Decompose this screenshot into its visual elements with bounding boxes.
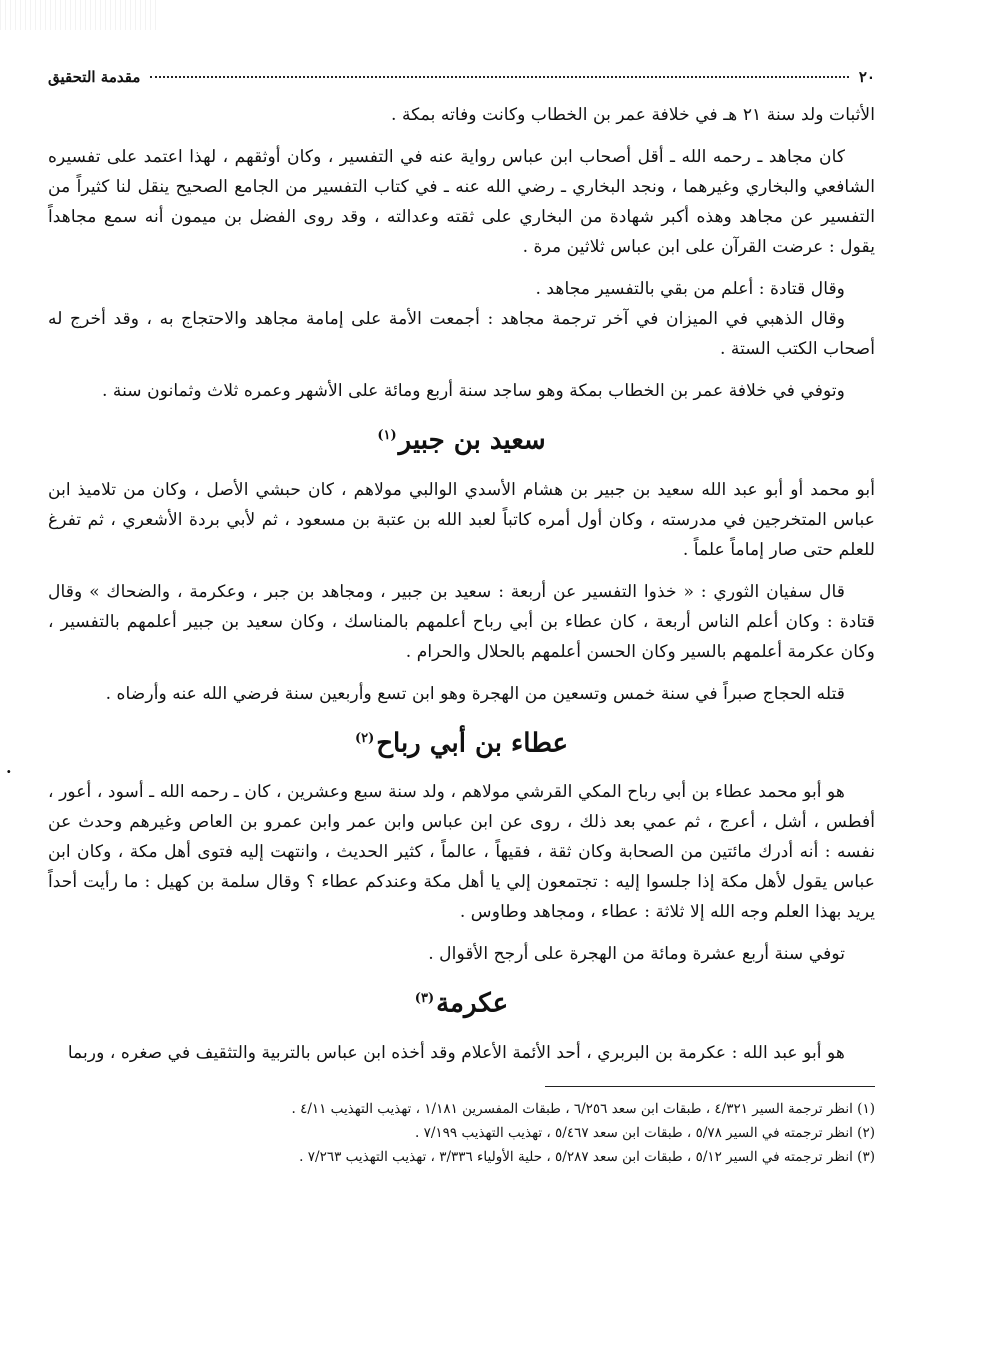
header-leader-dots (150, 76, 849, 78)
body-text (48, 100, 875, 1068)
paragraph: هو أبو محمد عطاء بن أبي رباح المكي القرشي مولاهم ، ولد سنة سبع وعشرين ، كان ـ رحمه الله ـ أسود ، أعور ، أفطس ، أشل ، أعرج ، ثم عمي بعد ذلك ، روى عن ابن عباس وابن عمر وابن عمرو بن العاص وغيرهم وحدث عن نفسه : أنه أدرك مائتين من الصحابة وكان ثقة ، فقيهاً ، عالماً ، كثير الحديث ، وانتهت إليه فتوى أهل مكة ، وكان ابن عباس يقول لأهل مكة إذا جلسوا إليه : تجتمعون إلي يا أهل مكة وعندكم عطاء ؟ وقال سلمة بن كهيل : ما رأيت أحداً يريد بهذا العلم وجه الله إلا ثلاثة : عطاء ، ومجاهد وطاوس . (48, 782, 875, 923)
book-page (48, 62, 875, 1330)
heading-text: عطاء بن أبي رباح (376, 728, 569, 759)
heading-ikrima (48, 981, 875, 1022)
footnote-ref: (٣) (414, 991, 435, 1007)
running-header (48, 68, 875, 92)
paragraph: قتله الحجاج صبراً في سنة خمس وتسعين من الهجرة وهو ابن تسع وأربعين سنة فرضي الله عنه وأرضاه . (105, 683, 845, 704)
paragraph: أبو محمد أو أبو عبد الله سعيد بن جبير بن هشام الأسدي الوالبي مولاهم ، كان حبشي الأصل ، وكان من تلاميذ ابن عباس المتخرجين في مدرسته ، وكان أول أمره كاتباً لعبد الله بن عتبة بن مسعود ، ثم لأبي بردة الأشعري ، ثم تفرغ للعلم حتى صار إماماً علماً . (48, 479, 875, 560)
section-title: مقدمة التحقيق (48, 68, 141, 86)
heading-text: عكرمة (436, 988, 509, 1019)
scan-artifact (0, 0, 160, 30)
footnote: (١) انظر ترجمة السير ٤/٣٢١ ، طبقات ابن سعد ٦/٢٥٦ ، طبقات المفسرين ١/١٨١ ، تهذيب التهذيب ٤/١١ . (291, 1100, 875, 1117)
paragraph: الأثبات ولد سنة ٢١ هـ في خلافة عمر بن الخطاب وكانت وفاته بمكة . (391, 105, 875, 125)
page-number: ٢٠ (858, 68, 875, 86)
footnotes (48, 1097, 875, 1169)
heading-ataa (48, 721, 875, 762)
footnote-separator (545, 1086, 875, 1087)
footnote: (٣) انظر ترجمته في السير ٥/١٢ ، طبقات ابن سعد ٥/٢٨٧ ، حلية الأولياء ٣/٣٣٦ ، تهذيب التهذيب ٧/٢٦٣ . (299, 1148, 875, 1165)
paragraph: كان مجاهد ـ رحمه الله ـ أقل أصحاب ابن عباس رواية عنه في التفسير ، وكان أوثقهم ، لهذا اعتمد على تفسيره الشافعي والبخاري وغيرهما ، ونجد البخاري ـ رضي الله عنه ـ في كتاب التفسير من الجامع الصحيح ينقل لنا كثيراً من التفسير عن مجاهد وهذه أكبر شهادة من البخاري على ثقته وعدالته ، وقد روى الفضل بن ميمون أنه سمع مجاهداً يقول : عرضت القرآن على ابن عباس ثلاثين مرة . (48, 147, 875, 257)
footnote-ref: (٢) (354, 730, 375, 746)
heading-saeed (48, 418, 875, 459)
paragraph: وقال قتادة : أعلم من بقي بالتفسير مجاهد . (535, 279, 845, 299)
heading-text: سعيد بن جبير (398, 425, 546, 456)
paragraph: هو أبو عبد الله : عكرمة بن البربري ، أحد الأئمة الأعلام وقد أخذه ابن عباس بالتربية والتثقيف في صغره ، وربما (67, 1042, 845, 1063)
paragraph: وتوفي في خلافة عمر بن الخطاب بمكة وهو ساجد سنة أربع ومائة على الأشهر وعمره ثلاث وثمانون سنة . (101, 381, 845, 401)
footnote: (٢) انظر ترجمته في السير ٥/٧٨ ، طبقات ابن سعد ٥/٤٦٧ ، تهذيب التهذيب ٧/١٩٩ . (415, 1124, 875, 1141)
paragraph: قال سفيان الثوري : « خذوا التفسير عن أربعة : سعيد بن جبير ، ومجاهد بن جبر ، وعكرمة ، والضحاك » وقال قتادة : وكان أعلم الناس أربعة ، كان عطاء بن أبي رباح أعلمهم بالمناسك ، وكان سعيد بن جبير أعلمهم بالتفسير ، وكان عكرمة أعلمهم بالسير وكان الحسن أعلمهم بالحلال والحرام . (48, 581, 875, 662)
paragraph: وقال الذهبي في الميزان في آخر ترجمة مجاهد : أجمعت الأمة على إمامة مجاهد والاحتجاج به ، وقد أخرج له أصحاب الكتب الستة . (48, 309, 875, 359)
paragraph: توفي سنة أربع عشرة ومائة من الهجرة على أرجح الأقوال . (428, 944, 845, 965)
margin-mark: · (6, 762, 12, 781)
footnote-ref: (١) (377, 428, 397, 443)
